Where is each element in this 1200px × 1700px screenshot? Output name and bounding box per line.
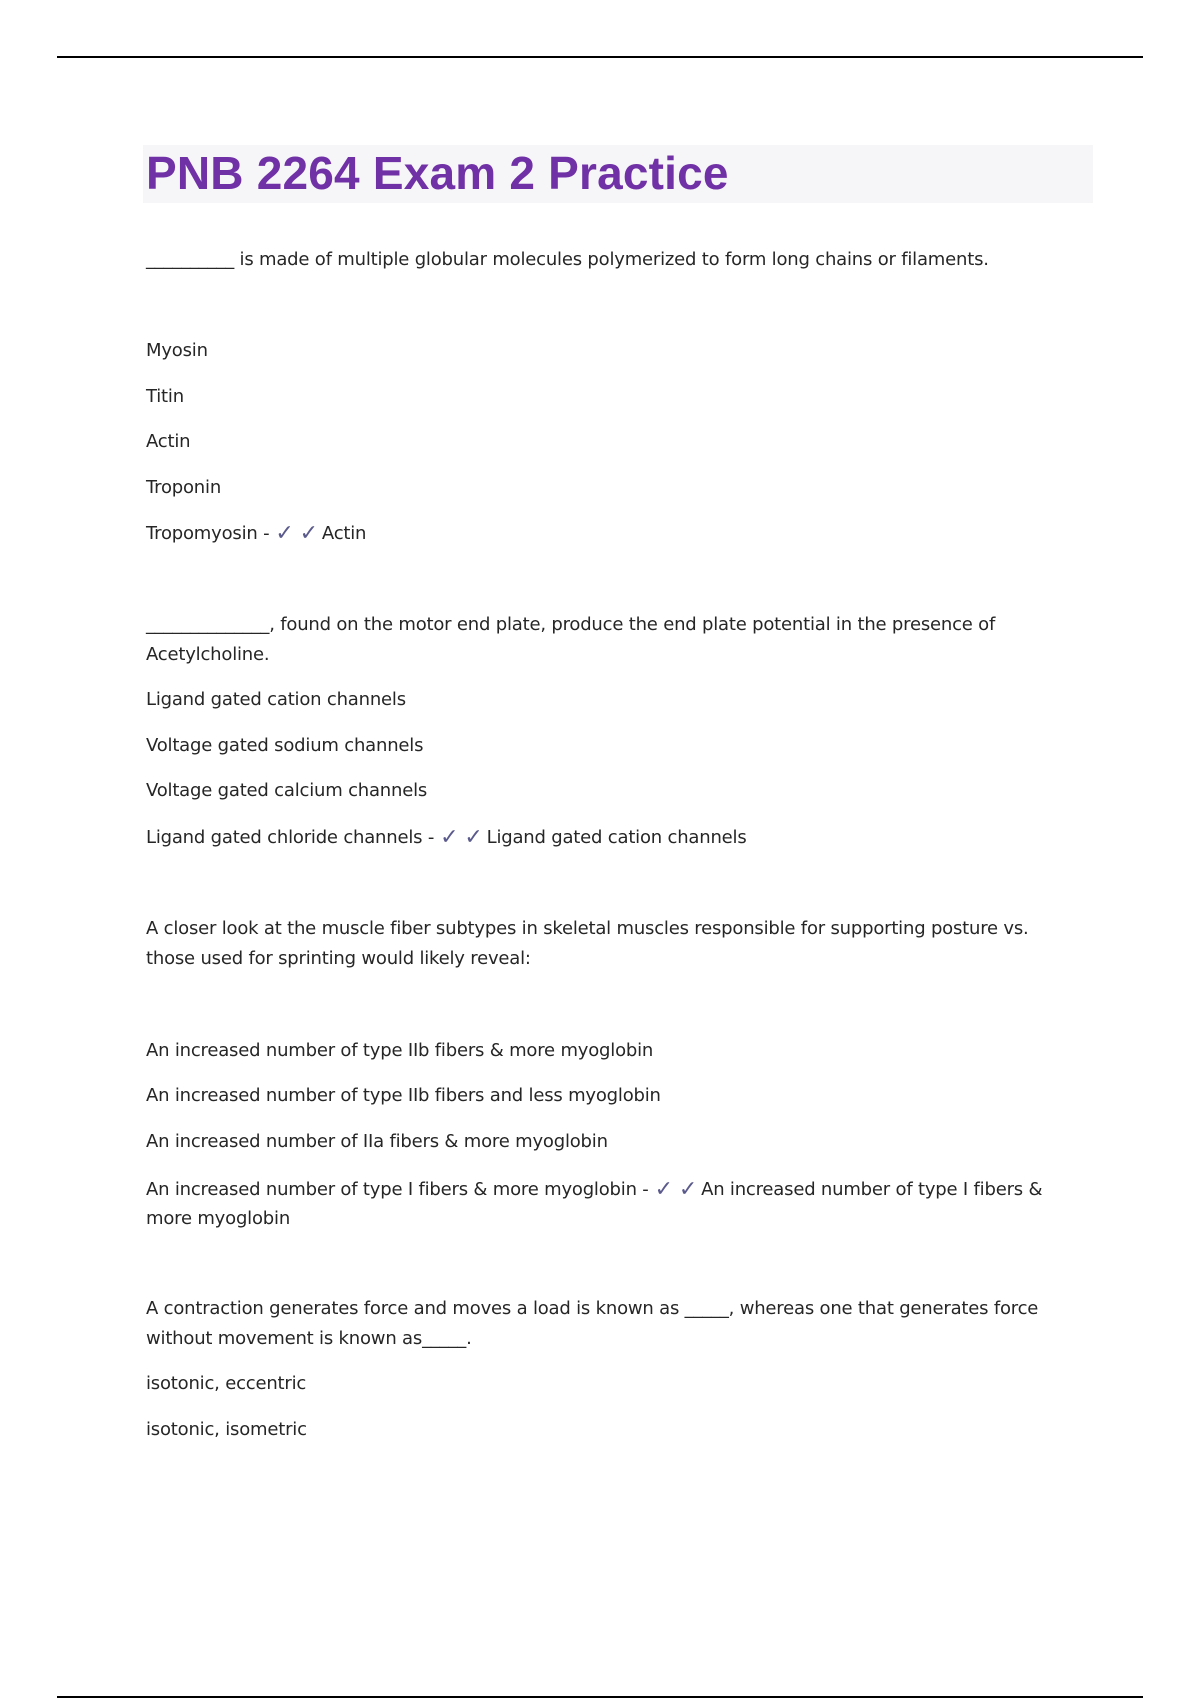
question-4-option-2: isotonic, isometric bbox=[146, 1419, 307, 1440]
page-title: PNB 2264 Exam 2 Practice bbox=[146, 147, 729, 199]
question-3-answer: An increased number of type I fibers & bbox=[701, 1179, 1043, 1200]
question-1-prompt: __________ is made of multiple globular molecules polymerized to form long chains or filaments. bbox=[146, 249, 989, 270]
question-1-answer-line bbox=[146, 519, 1076, 549]
checkmark-icon: ✓ bbox=[275, 521, 294, 546]
question-2-prompt-line-2: Acetylcholine. bbox=[146, 644, 270, 665]
question-4-option-1: isotonic, eccentric bbox=[146, 1373, 307, 1394]
checkmark-icon: ✓ bbox=[464, 825, 483, 850]
question-3-option-2: An increased number of type IIb fibers and less myoglobin bbox=[146, 1085, 661, 1106]
checkmark-icon: ✓ bbox=[440, 825, 459, 850]
question-1-option-4: Troponin bbox=[146, 477, 222, 498]
answer-checkmarks bbox=[440, 827, 482, 848]
question-3-answer-line bbox=[146, 1175, 1076, 1205]
question-1-answer: Actin bbox=[321, 523, 367, 544]
checkmark-icon: ✓ bbox=[654, 1177, 673, 1202]
question-3-option-1: An increased number of type IIb fibers & more myoglobin bbox=[146, 1040, 654, 1061]
question-4-prompt-line-2: without movement is known as_____. bbox=[146, 1328, 472, 1349]
question-3-final-option: An increased number of type I fibers & more myoglobin - bbox=[146, 1179, 649, 1200]
question-1-final-option: Tropomyosin - bbox=[146, 523, 270, 544]
question-2-final-option: Ligand gated chloride channels - bbox=[146, 827, 435, 848]
answer-checkmarks bbox=[655, 1179, 697, 1200]
question-1-option-2: Titin bbox=[146, 386, 184, 407]
question-2-answer: Ligand gated cation channels bbox=[486, 827, 747, 848]
question-2-answer-line bbox=[146, 823, 1076, 853]
answer-checkmarks bbox=[275, 523, 317, 544]
question-2-option-3: Voltage gated calcium channels bbox=[146, 780, 428, 801]
question-1-option-3: Actin bbox=[146, 431, 191, 452]
checkmark-icon: ✓ bbox=[299, 521, 318, 546]
footer-rule bbox=[57, 1696, 1143, 1698]
question-3-answer-continued: more myoglobin bbox=[146, 1208, 291, 1229]
question-2-prompt-line-1: ______________, found on the motor end plate, produce the end plate potential in the presence of bbox=[146, 614, 996, 635]
checkmark-icon: ✓ bbox=[678, 1177, 698, 1202]
question-2-option-1: Ligand gated cation channels bbox=[146, 689, 406, 710]
question-4-prompt-line-1: A contraction generates force and moves a load is known as _____, whereas one that generates force bbox=[146, 1298, 1039, 1319]
question-2-option-2: Voltage gated sodium channels bbox=[146, 735, 424, 756]
header-rule bbox=[57, 56, 1143, 58]
question-1-option-1: Myosin bbox=[146, 340, 208, 361]
question-3-option-3: An increased number of IIa fibers & more myoglobin bbox=[146, 1131, 608, 1152]
question-3-prompt-line-1: A closer look at the muscle fiber subtypes in skeletal muscles responsible for supporting posture vs. bbox=[146, 918, 1029, 939]
question-3-prompt-line-2: those used for sprinting would likely reveal: bbox=[146, 948, 531, 969]
